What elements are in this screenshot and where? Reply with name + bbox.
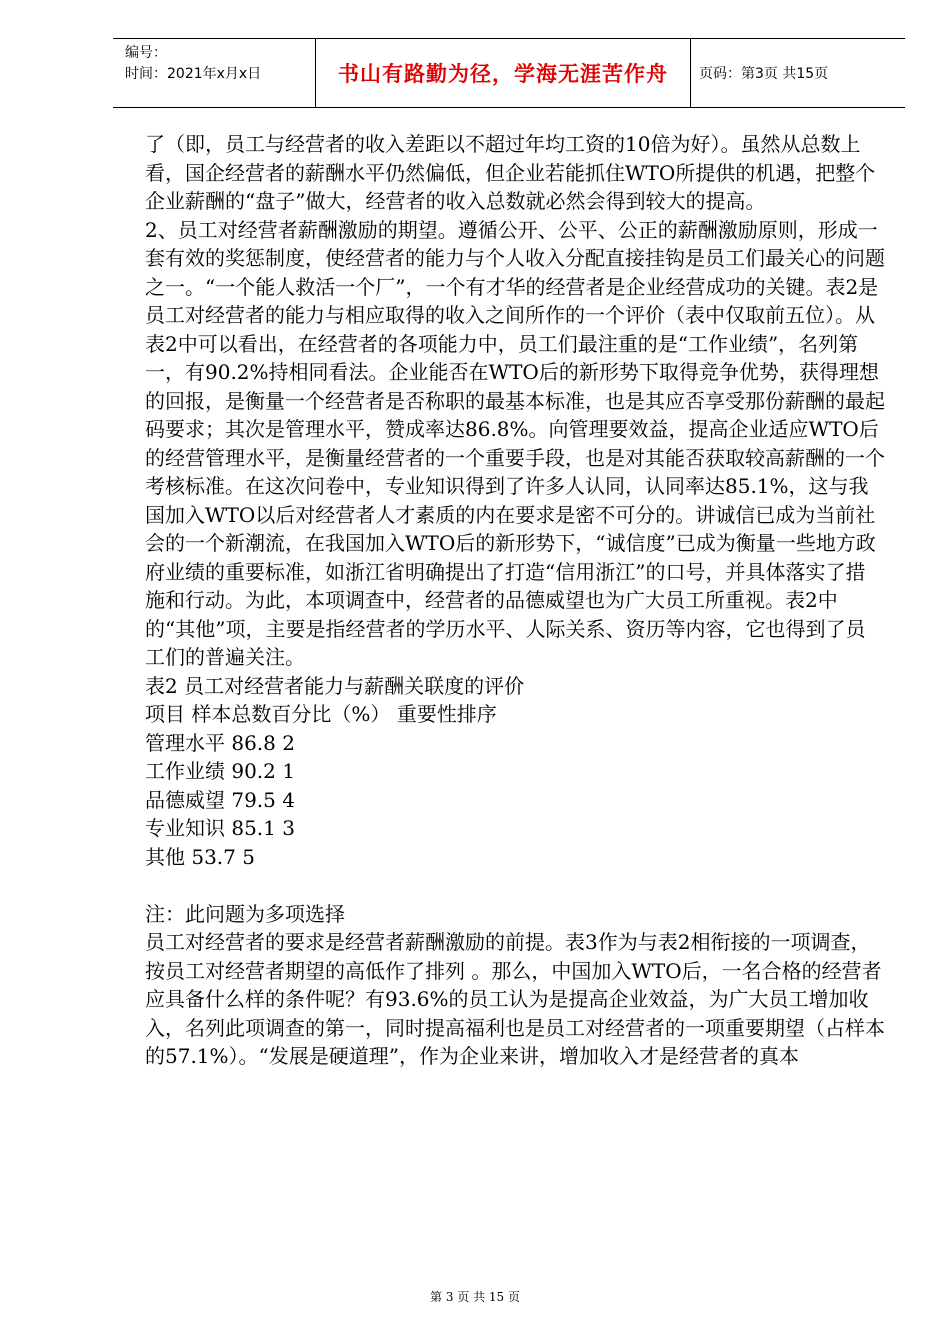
table-row: 工作业绩 90.2 1 [145, 759, 295, 783]
table-row: 管理水平 86.8 2 [145, 730, 295, 755]
table-title: 表2 员工对经营者能力与薪酬关联度的评价 [145, 673, 525, 698]
header-page-label: 页码：第3页 共15页 [699, 66, 829, 82]
table-row: 品德威望 79.5 4 [145, 787, 295, 812]
page-footer: 第 3 页 共 15 页 [430, 1290, 520, 1304]
table-note: 注：此问题为多项选择 [145, 901, 345, 926]
table-row: 专业知识 85.1 3 [145, 816, 295, 840]
header-meta [113, 39, 316, 107]
table-header: 项目 样本总数百分比（%） 重要性排序 [145, 702, 497, 726]
paragraph-3: 员工对经营者的要求是经营者薪酬激励的前提。表3作为与表2相衔接的一项调查，按员工对经营者期望的高低作了排列 。那么，中国加入WTO后，一名合格的经营者应具备什么样的条件呢？有93.6%的员工认为是提高企业效益，为广大员工增加收入，名列此项调查的第一，同时提高福利也是员工对经营者的一项重要期望（占样本的57.1%）。“发展是硬道理”，作为企业来讲，增加收入才是经营者的真本 [145, 930, 885, 1068]
header-motto: 书山有路勤为径，学海无涯苦作舟 [316, 39, 691, 107]
paragraph-2: 2、员工对经营者薪酬激励的期望。遵循公开、公平、公正的薪酬激励原则，形成一套有效的奖惩制度，使经营者的能力与个人收入分配直接挂钩是员工们最关心的问题之一。“一个能人救活一个厂”，一个有才华的经营者是企业经营成功的关键。表2是员工对经营者的能力与相应取得的收入之间所作的一个评价（表中仅取前五位）。从表2中可以看出，在经营者的各项能力中，员工们最注重的是“工作业绩”，名列第一，有90.2%持相同看法。企业能否在WTO后的新形势下取得竞争优势，获得理想的回报，是衡量一个经营者是否称职的最基本标准，也是其应否享受那份薪酬的最起码要求；其次是管理水平，赞成率达86.8%。向管理要效益，提高企业适应WTO后的经营管理水平，是衡量经营者的一个重要手段，也是对其能否获取较高薪酬的一个考核标准。在这次问卷中，专业知识得到了许多人认同，认同率达85.1%，这与我国加入WTO以后对经营者人才素质的内在要求是密不可分的。讲诚信已成为当前社会的一个新潮流，在我国加入WTO后的新形势下，“诚信度”已成为衡量一些地方政府业绩的重要标准，如浙江省明确提出了打造“信用浙江”的口号，并具体落实了措施和行动。为此，本项调查中，经营者的品德威望也为广大员工所重视。表2中的“其他”项，主要是指经营者的学历水平、人际关系、资历等内容，它也得到了员工们的普遍关注。 [145, 217, 885, 669]
time-label: 时间：2021年x月x日 [125, 66, 262, 82]
blank-line [145, 871, 885, 900]
paragraph-1: 了（即，员工与经营者的收入差距以不超过年均工资的10倍为好）。虽然从总数上看，国企经营者的薪酬水平仍然偏低，但企业若能抓住WTO所提供的机遇，把整个企业薪酬的“盘子”做大，经营者的收入总数就必然会得到较大的提高。 [145, 132, 876, 213]
document-body [145, 130, 885, 1071]
table-row: 其他 53.7 5 [145, 844, 255, 869]
number-label: 编号： [125, 45, 167, 61]
page-header [113, 38, 905, 108]
